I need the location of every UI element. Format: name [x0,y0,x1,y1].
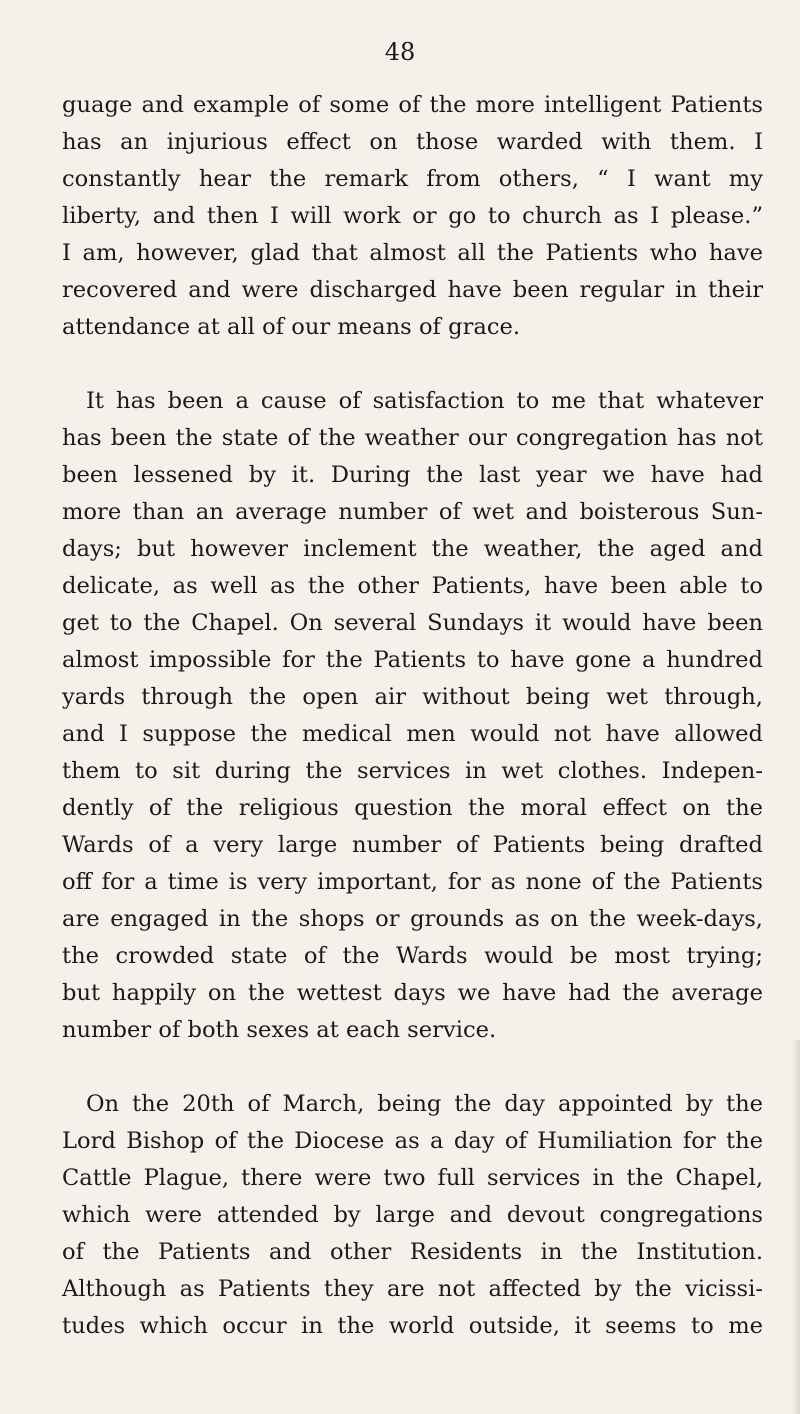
text-line: On the 20th of March, being the day appointed by the [86,1091,763,1117]
paragraph-3 [62,1086,763,1345]
page-body [62,87,763,1382]
text-line: which were attended by large and devout congregations [62,1202,763,1228]
text-line: them to sit during the services in wet clothes. Indepen- [62,758,763,784]
text-line: Wards of a very large number of Patients being drafted [62,832,763,858]
text-line: Although as Patients they are not affected by the vicissi- [62,1276,763,1302]
text-line: are engaged in the shops or grounds as on the week-days, [62,906,763,932]
text-line: I am, however, glad that almost all the Patients who have [62,240,763,266]
text-line: but happily on the wettest days we have had the average [62,980,763,1006]
text-line: liberty, and then I will work or go to church as I please.” [62,203,763,229]
page-number: 48 [384,38,416,66]
text-line: yards through the open air without being wet through, [62,684,763,710]
text-line: recovered and were discharged have been regular in their [62,277,763,303]
text-line: attendance at all of our means of grace. [62,314,521,340]
text-line: off for a time is very important, for as none of the Patients [62,869,763,895]
text-line: more than an average number of wet and boisterous Sun- [62,499,763,525]
text-line: of the Patients and other Residents in the Institution. [62,1239,763,1265]
text-line: been lessened by it. During the last year we have had [62,462,763,488]
text-line: has been the state of the weather our congregation has not [62,425,763,451]
text-line: the crowded state of the Wards would be most trying; [62,943,763,969]
text-line: delicate, as well as the other Patients, have been able to [62,573,763,599]
text-line: It has been a cause of satisfaction to me that whatever [86,388,763,414]
text-line: guage and example of some of the more intelligent Patients [62,92,763,118]
text-line: almost impossible for the Patients to have gone a hundred [62,647,763,673]
text-line: constantly hear the remark from others, “ I want my [62,166,763,192]
text-line: and I suppose the medical men would not have allowed [62,721,763,747]
text-line: tudes which occur in the world outside, it seems to me [62,1313,763,1339]
paragraph-1 [62,87,763,346]
text-line: dently of the religious question the moral effect on the [62,795,763,821]
text-line: has an injurious effect on those warded with them. I [62,129,763,155]
text-line: days; but however inclement the weather, the aged and [62,536,763,562]
paragraph-2 [62,383,763,1049]
text-line: get to the Chapel. On several Sundays it would have been [62,610,763,636]
page-edge-shadow [792,1040,800,1414]
text-line: Lord Bishop of the Diocese as a day of Humiliation for the [62,1128,763,1154]
text-line: number of both sexes at each service. [62,1017,497,1043]
text-line: Cattle Plague, there were two full services in the Chapel, [62,1165,763,1191]
